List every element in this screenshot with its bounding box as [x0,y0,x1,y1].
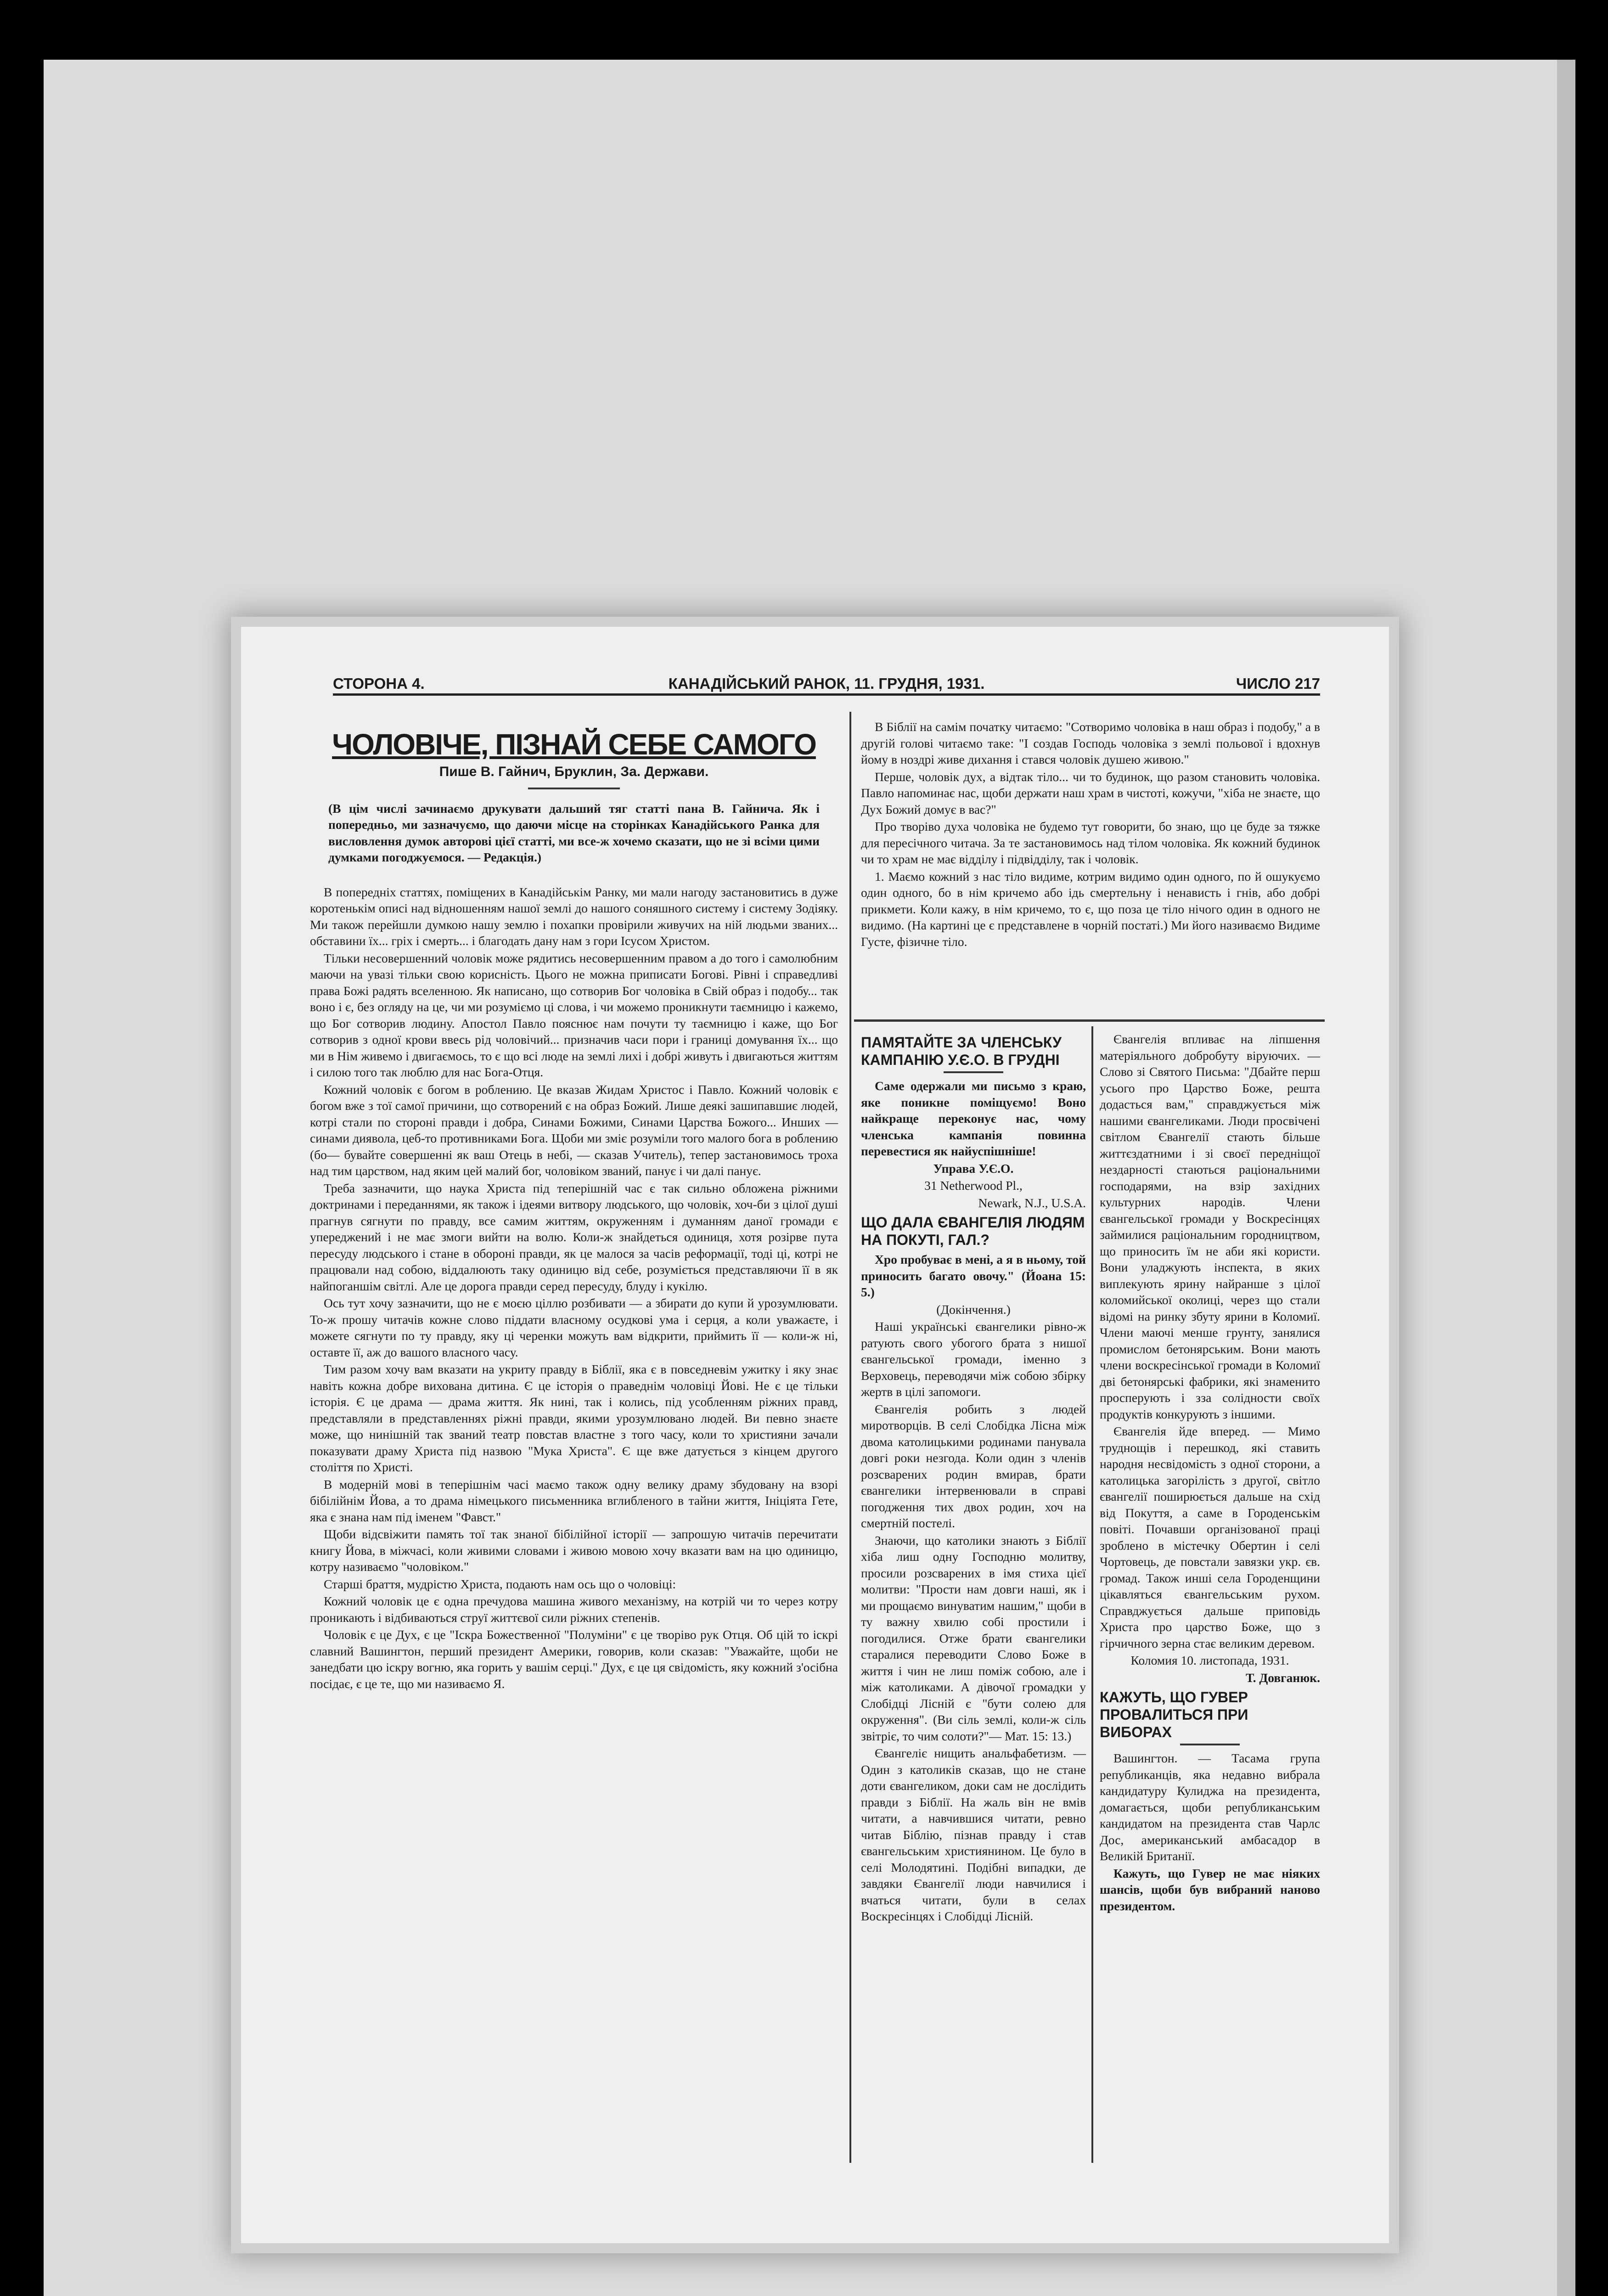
left-subcolumn [861,1031,1086,1925]
divider [528,788,620,789]
campaign-body: Саме одержали ми письмо з краю, яке поникне поміщуємо! Воно найкраще переконує нас, чому членська кампанія повинна перевестися як найуспішніше! [861,1079,1086,1158]
paragraph: Треба зазначити, що наука Христа під теперішній час є так сильно обложена ріжними доктринами і переданнями, як також і ідеями витвору людського, що чоловік, хоч-би з цілої душі прагнув сягнути по правду, все самим життям, окруженням і думанням даної громади є упереджений і не має змоги вийти на волю. Коли-ж знайдеться одиниця, хотя розірве пута пересуду людського і стане в обороні правди, як це малося за часів реформації, тоді ці, котрі не працювали над собою, віддалюють таку одиницю від себе, розуміється представляючи її в як найпоганшім світлі. Але це дорога правди серед пересуду, блуду і кукілю. [310,1181,838,1293]
paragraph: Тільки несовершенний чоловік може рядитись несовершенним правом а до того і самолюбним маючи на увазі тільки свою корисність. Цього не можна приписати Богові. Рівні і справедливі права Божі радять вселенною. Як написано, що сотворив Бог чоловіка в Свій образ і подобу... так воно і є, без огляду на це, чи ми розуміємо ці слова, і чи можемо проникнути таємницю і кажемо, що Бог сотворив людину. Апостол Павло пояснює нам почути ту таємницю і каже, що Бог сотворив з одної крови ввесь рід чоловічий... призначив часи пори і границі домування їх... що ми в Нім живемо і двигаємось, то є що всі люде на землі лихі і добрі живуть і двигаються життям і силою того так люблю для нас Бога-Отця. [310,951,838,1079]
dateline: Коломия 10. листопада, 1931. [1130,1653,1289,1667]
campaign-address: 31 Netherwood Pl., [924,1178,1023,1193]
article-title: ЧОЛОВІЧЕ, ПІЗНАЙ СЕБЕ САМОГО [332,728,816,761]
paragraph: Щоби відсвіжити память тої так знаної бібілійної історії — запрошую читачів перечитати книгу Йова, в міжчасі, коли живими словами і живою мовою хочу вказати вам на цю одиницю, котру називаємо "чоловіком." [310,1527,838,1574]
paragraph: Вашингтон. — Тасама група републиканців, яка недавно вибрала кандидатуру Кулиджа на президента, домагається, щоби републиканським кандидатом на президента став Чарлс Дос, американський амбасадор в Великій Британії. [1100,1751,1320,1863]
paragraph: Перше, чоловік дух, а відтак тіло... чи то будинок, що разом становить чоловіка. Павло напоминає нас, щоби держати наш храм в чистоті, кожучи, "хіба не знаєте, що Дух Божий домує в вас?" [861,769,1320,816]
gospel-continued: (Докінчення.) [936,1302,1011,1317]
paragraph: Кожний чоловік це є одна пречудова машина живого механізму, на котрій чи то через котру проникають і відбиваються струї життєвої сили ріжних степенів. [310,1594,838,1625]
paragraph: Євангелія впливає на ліпшення матеріяльного добробуту віруючих. — Слово зі Святого Письма: "Дбайте перш усього про Царство Боже, решта додасться вам," справджується між нашими євангеликами. Люди просвічені світлом Євангелії стають більше життєздатними і зі своєї передніщої нездарності стаються раціональними господарями, на взір західних культурних народів. Члени євангельської громади у Воскресінцях займилися раціональним городництвом, що приносить їм не аби які користи. Вони уладжують інспекта, в яких виплекують ярину найранше з цілої коломийської околиці, через що стали відомі на ринку збуту ярини в Коломиї. Члени маючі менше грунту, занялися промислом бетонярським. Вони мають члени воскресінської громади в Коломиї дві бетонярські фабрики, які знаменито просперують і зза солідности своїх продуктів конкурують з іншими. [1100,1032,1320,1421]
hoover-title: КАЖУТЬ, ЩО ГУВЕР ПРОВАЛИТЬСЯ ПРИ ВИБОРАХ [1100,1689,1248,1740]
divider [1180,1744,1240,1745]
campaign-title: ПАМЯТАЙТЕ ЗА ЧЛЕНСЬКУ КАМПАНІЮ У.Є.О. В ГРУДНІ [861,1034,1062,1068]
paragraph: Кажуть, що Гувер не має ніяких шансів, щоби був вибраний наново президентом. [1100,1866,1320,1913]
paragraph: Старші браття, мудрістю Христа, подають нам ось що о чоловіці: [324,1576,676,1591]
masthead-date: КАНАДІЙСЬКИЙ РАНОК, 11. ГРУДНЯ, 1931. [668,675,985,692]
gospel-epigraph: Хро пробуває в мені, а я в ньому, той приносить багато овочу." (Йоана 15: 5.) [861,1252,1086,1299]
paragraph: Євангеліє нищить анальфабетизм. — Один з католиків сказав, що не стане доти євангеликом, доки сам не дослідить правди з Біблії. На жаль він не вмів читати, а навчившися читати, ревно читав Біблію, пізнав правду і став євангельським християнином. Це було в селі Молодятині. Подібні випадки, де завдяки Євангелії люди навчилися і вчаться читати, були в селах Воскресінцях і Слобідці Лісній. [861,1746,1086,1923]
article-byline: Пише В. Гайнич, Бруклин, За. Держави. [439,764,709,779]
column-rule [1091,1026,1093,2163]
paragraph: 1. Маємо кожний з нас тіло видиме, котрим видимо один одного, по й ошукуємо один одного, бо в нім кричемо або ідь смертельну і ненависть і гнів, або добрі прикмети. Коли кажу, в нім кричемо, то є, що поза це тіло нічого один в одного не видимо. (На картині це є представлене в чорній постаті.) Ми його називаємо Видиме Густе, фізичне тіло. [861,869,1320,949]
page-header [333,675,1320,696]
campaign-address: Newark, N.J., U.S.A. [978,1195,1086,1210]
paragraph: Наші українські євангелики рівно-ж ратують свого убогого брата з нишої євангельської громади, іменно з Верховець, переводячи між собою збірку жертв в цілі запомоги. [861,1319,1086,1399]
article-main [310,719,838,1693]
paragraph: В модерній мові в теперішнім часі маємо також одну велику драму збудовану на взорі бібілійнім Йова, а то драма німецького письменника вглибленого в тайни життя, Ініціята Гете, яка є знана нам під іменем "Фавст." [310,1477,838,1524]
issue-number: ЧИСЛО 217 [1236,675,1320,692]
gospel-title: ЩО ДАЛА ЄВАНГЕЛІЯ ЛЮДЯМ НА ПОКУТІ, ГАЛ.? [861,1214,1085,1248]
paragraph: В попередніх статтях, поміщених в Канадійськім Ранку, ми мали нагоду застановитись в дуже коротенькім описі над відношенням нашої землі до нашого соняшного систему і систему Зодіяку. Ми також перейшли думкою нашу землю і похапки провірили живучих на ній людьми званих... обставини їх... гріх і смерть... і благодать дану нам з гори Ісусом Христом. [310,884,838,948]
article-continuation [861,719,1320,951]
paragraph: Про творіво духа чоловіка не будемо тут говорити, бо знаю, що це буде за тяжке для пересічного читача. За те застановимось над тілом чоловіка. Як кожний будинок чи то храм не має відділу і підвідділу, так і чоловік. [861,819,1320,866]
author-signature: Т. Довганюк. [1246,1670,1320,1685]
paragraph: Євангелія йде вперед. — Мимо труднощів і перешкод, які ставить народня несвідомість з одної сторони, а католицька загорілість з другої, світло євангелії поширюється дальше на схід від Покуття, а саме в Городенськім повіті. Почавши організованої праці зроблено в містечку Обертин і селі Чортовець, де повстали завязки укр. єв. громад. Також инші села Городенщини цікавляться євангельським рухом. Справджується дальше приповідь Христа про царство Боже, що з гірчичного зерна стає великим деревом. [1100,1424,1320,1650]
paragraph: Тим разом хочу вам вказати на укриту правду в Біблії, яка є в повседневім ужитку і яку знає навіть кожна добре вихована дитина. Є це історія о праведнім чоловіці Йові. Не є це тільки історія. Є це драма — драма життя. Як нині, так і колись, під усобленням ріжних правд, представляли в представленнях ріжні правди, якими урозумлювано людей. Ви певно знаєте може, що нинішній так званий театр повстав властне з того часу, коли то християни зачали показувати драму Христа під назвою "Мука Христа". Є ще вже датується з кінцем другого століття по Христі. [310,1362,838,1474]
paragraph: Знаючи, що католики знають з Біблії хіба лиш одну Господню молитву, просили розсварених в імя стиха цієї молитви: "Прости нам довги наші, як і ми прощаємо винуватим нашим," щоби в ту важну хвилю собі простили і погодилися. Отже брати євангелики старалися переводити Слово Боже в життя і чин не лиш поміж собою, але і між католиками. А дівочої громадки у Слобідці Лісній є "бути солею для окруження". (Ви сіль землі, коли-ж сіль звітріє, то чим солоти?"— Мат. 15: 13.) [861,1533,1086,1743]
section-divider [854,1019,1325,1022]
paragraph: Ось тут хочу зазначити, що не є моєю ціллю розбивати — а збирати до купи й урозумлювати. То-ж прошу читачів кожне слово піддати власному осудкові ума і серця, а коли уважаєте, і можете сягнути по ту правду, яку ці черенки можуть вам відкрити, приймить її — коли-ж ні, оставте її, аж до вашого власного часу. [310,1296,838,1359]
paragraph: Чоловік є це Дух, є це "Іскра Божественної "Полуміни" є це творіво рук Отця. Об цій то іскрі славний Вашингтон, перший президент Америки, говорив, коли сказав: "Уважайте, щоби не занедбати цю іскру вогню, яка горить у вашім серці." Дух, є це ця свідомість, яку кожний з'осібна посідає, є це те, що ми називаємо Я. [310,1627,838,1691]
editor-note: (В цім числі зачинаємо друкувати дальший тяг статті пана В. Гайнича. Як і попередньо, ми зазначуємо, що даючи місце на сторінках Канадійського Ранка для висловлення думок авторові цієї статті, ми все-ж хочемо сказати, що не зі всіми цими думками погоджуємося. — Редакція.) [328,801,820,864]
column-rule [849,712,851,2163]
page-number: СТОРОНА 4. [333,675,425,692]
paragraph: Євангелія робить з людей миротворців. В селі Слобідка Лісна між двома католицькими родинами панувала довгі роки незгода. Коли один з членів розсварених родин вмирав, брати євангелики інтервенювали в справі погодження тих двох родин, хоч на смертній постелі. [861,1401,1086,1530]
divider [944,1071,1003,1073]
paragraph: Кожний чоловік є богом в роблению. Це вказав Жидам Христос і Павло. Кожний чоловік є богом вже з тої самої причини, що сотворений є на образ Божий. Лише деякі зашипавшиє людей, котрі стали по стороні правди і добра, Синами Божими, Синами Царства Божого... Инших — синами диявола, цеб-то противниками Бога. Щоби ми зміє розуміли того малого бога в роблению (бо— бувайте совершенні як ваш Отець в небі, — сказав Учитель), тепер застановимось троха над тим царством, над яким цей малий бог, чоловіком званий, панує і чи далі панує. [310,1082,838,1178]
campaign-signature: Управа У.Є.О. [933,1161,1014,1176]
right-subcolumn [1100,1031,1320,1915]
paragraph: В Біблії на самім початку читаємо: "Сотворимо чоловіка в наш образ і подобу," а в другій голові читаємо таке: "І создав Господь чоловіка з землі польової і вдохнув йому в ноздрі живе дихання і стався чоловік душею живою." [861,720,1320,766]
newspaper-page [241,627,1389,2243]
